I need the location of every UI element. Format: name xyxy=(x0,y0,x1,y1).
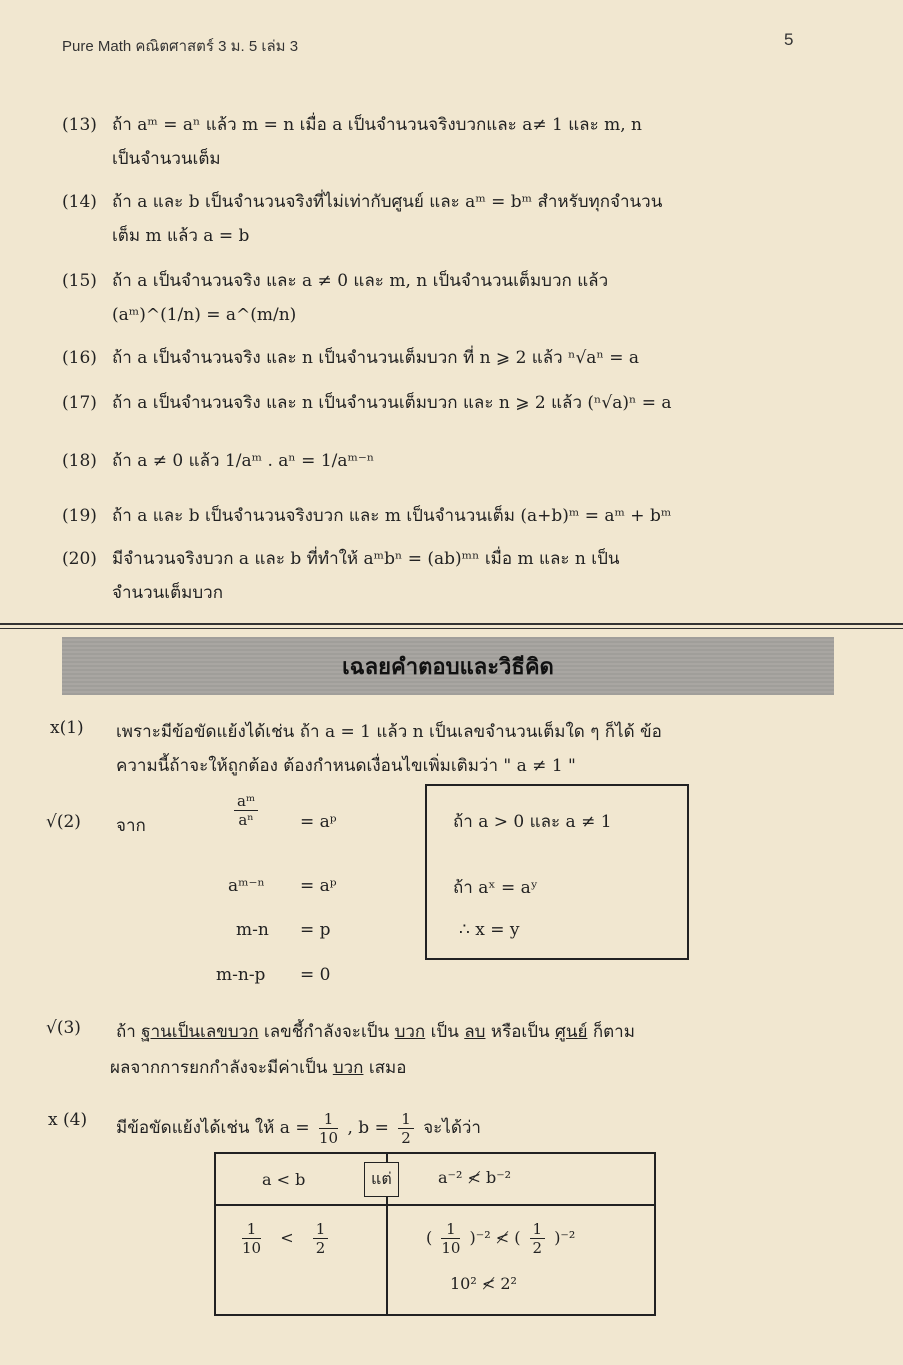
question-text: ถ้า aᵐ = aⁿ แล้ว m = n เมื่อ a เป็นจำนวนจริงบวกและ a≠ 1 และ m, n xyxy=(112,115,643,135)
answer-2-fraction xyxy=(234,792,258,829)
text: หรือเป็น xyxy=(485,1022,556,1042)
question-number: (13) xyxy=(62,115,97,135)
question-text: ถ้า a และ b เป็นจำนวนจริงบวก และ m เป็นจำนวนเต็ม (a+b)ᵐ = aᵐ + bᵐ xyxy=(112,506,672,526)
question-text-cont: เป็นจำนวนเต็ม xyxy=(112,149,221,169)
fraction-one-tenth xyxy=(242,1220,261,1257)
question-text-cont: (aᵐ)^(1/n) = a^(m/n) xyxy=(112,305,297,325)
section-title: เฉลยคำตอบและวิธีคิด xyxy=(342,655,554,680)
question-18 xyxy=(62,444,374,478)
fraction-denominator: 10 xyxy=(242,1239,262,1257)
question-number: (16) xyxy=(62,348,97,368)
fraction-numerator: 1 xyxy=(319,1110,338,1129)
fraction-numerator: 1 xyxy=(530,1220,546,1239)
fraction-numerator: 1 xyxy=(242,1220,261,1239)
question-19 xyxy=(62,499,671,533)
less-than-sign: < xyxy=(280,1228,294,1247)
question-number: (17) xyxy=(62,393,97,413)
table-row-divider xyxy=(216,1204,654,1206)
question-number: (20) xyxy=(62,549,97,569)
fraction-denominator: 2 xyxy=(401,1129,411,1147)
question-text: ถ้า a เป็นจำนวนจริง และ a ≠ 0 และ m, n เป็นจำนวนเต็มบวก แล้ว xyxy=(112,271,609,291)
fraction-denominator: 2 xyxy=(315,1239,326,1257)
question-number: (19) xyxy=(62,506,97,526)
underlined-text: ฐานเป็นเลขบวก xyxy=(141,1022,259,1042)
answer-2-lhs4: m-n-p xyxy=(216,965,266,985)
answer-2-rhs2: = aᵖ xyxy=(300,876,337,896)
section-header-band xyxy=(62,637,834,695)
text: ก็ตาม xyxy=(587,1022,635,1042)
question-number: (18) xyxy=(62,451,97,471)
fraction-one-tenth xyxy=(441,1220,460,1257)
answer-2-mark: √(2) xyxy=(46,812,81,832)
text: ( xyxy=(426,1228,433,1247)
question-text: ถ้า a เป็นจำนวนจริง และ n เป็นจำนวนเต็มบวก และ n ⩾ 2 แล้ว (ⁿ√a)ⁿ = a xyxy=(112,393,672,413)
table-cell-left xyxy=(238,1220,332,1257)
fraction-denominator: 2 xyxy=(532,1239,543,1257)
question-text: ถ้า a และ b เป็นจำนวนจริงที่ไม่เท่ากับศูนย์ และ aᵐ = bᵐ สำหรับทุกจำนวน xyxy=(112,192,663,212)
question-text: ถ้า a ≠ 0 แล้ว 1/aᵐ . aⁿ = 1/aᵐ⁻ⁿ xyxy=(112,451,375,471)
question-14 xyxy=(62,185,663,246)
text: ผลจากการยกกำลังจะมีค่าเป็น xyxy=(110,1058,333,1078)
question-17 xyxy=(62,386,672,420)
rule-box xyxy=(425,784,689,960)
answer-1-mark: x(1) xyxy=(50,718,84,738)
text: )⁻² xyxy=(554,1228,576,1247)
table-header-left: a < b xyxy=(262,1170,306,1189)
text: เสมอ xyxy=(363,1058,407,1078)
question-text-cont: เต็ม m แล้ว a = b xyxy=(112,226,250,246)
question-number: (14) xyxy=(62,192,97,212)
page-number: 5 xyxy=(784,30,794,49)
answer-1-line2: ความนี้ถ้าจะให้ถูกต้อง ต้องกำหนดเงื่อนไขเพิ่มเติมว่า " a ≠ 1 " xyxy=(116,756,576,776)
rule-box-line3: ∴ x = y xyxy=(459,920,520,940)
answer-2-rhs4: = 0 xyxy=(300,965,331,985)
fraction-numerator: aᵐ xyxy=(234,792,258,811)
question-16 xyxy=(62,341,639,375)
fraction-one-half xyxy=(530,1220,546,1257)
fraction-numerator: 1 xyxy=(398,1110,414,1129)
question-number: (15) xyxy=(62,271,97,291)
answer-1-line1: เพราะมีข้อขัดแย้งได้เช่น ถ้า a = 1 แล้ว n เป็นเลขจำนวนเต็มใด ๆ ก็ได้ ข้อ xyxy=(116,722,662,742)
underlined-text: บวก xyxy=(394,1022,426,1042)
question-text: ถ้า a เป็นจำนวนจริง และ n เป็นจำนวนเต็มบวก ที่ n ⩾ 2 แล้ว ⁿ√aⁿ = a xyxy=(112,348,639,368)
underlined-text: ลบ xyxy=(464,1022,486,1042)
answer-4-mark: x (4) xyxy=(48,1110,88,1130)
fraction-a xyxy=(319,1110,338,1147)
text: , b = xyxy=(347,1118,389,1138)
answer-3-mark: √(3) xyxy=(46,1018,81,1038)
answer-3-line1 xyxy=(116,1018,635,1045)
fraction-denominator: 10 xyxy=(441,1239,461,1257)
fraction-one-half xyxy=(313,1220,329,1257)
text: มีข้อขัดแย้งได้เช่น ให้ a = xyxy=(116,1118,310,1138)
running-header: Pure Math คณิตศาสตร์ 3 ม. 5 เล่ม 3 xyxy=(62,38,299,55)
answer-4-line xyxy=(116,1110,481,1147)
question-text: มีจำนวนจริงบวก a และ b ที่ทำให้ aᵐbⁿ = (ab)ᵐⁿ เมื่อ m และ n เป็น xyxy=(112,549,620,569)
answer-2-lhs3: m-n xyxy=(236,920,269,940)
question-20 xyxy=(62,542,620,603)
answer-2-from: จาก xyxy=(116,816,146,836)
rule-box-line2: ถ้า aˣ = aʸ xyxy=(453,878,538,898)
text: เป็น xyxy=(425,1022,465,1042)
table-header-but: แต่ xyxy=(364,1162,399,1197)
text: ถ้า xyxy=(116,1022,142,1042)
underlined-text: บวก xyxy=(332,1058,364,1078)
text: จะได้ว่า xyxy=(423,1118,481,1138)
answer-2-rhs3: = p xyxy=(300,920,331,940)
fraction-denominator: aⁿ xyxy=(238,811,254,829)
table-cell-right-line1 xyxy=(426,1220,575,1257)
table-cell-right-line2: 10² ≮ 2² xyxy=(450,1274,517,1293)
table-header-right: a⁻² ≮ b⁻² xyxy=(438,1168,512,1187)
section-divider-thin xyxy=(0,628,903,629)
answer-3-line2 xyxy=(110,1054,406,1081)
text: เลขชี้กำลังจะเป็น xyxy=(258,1022,395,1042)
rule-box-line1: ถ้า a > 0 และ a ≠ 1 xyxy=(453,812,612,832)
underlined-text: ศูนย์ xyxy=(555,1022,588,1042)
fraction-numerator: 1 xyxy=(313,1220,329,1239)
question-13 xyxy=(62,108,643,169)
question-text-cont: จำนวนเต็มบวก xyxy=(112,583,223,603)
section-divider xyxy=(0,623,903,625)
answer-2-rhs1: = aᵖ xyxy=(300,812,337,832)
answer-2-lhs2: aᵐ⁻ⁿ xyxy=(228,876,265,896)
comparison-table xyxy=(214,1152,656,1316)
question-15 xyxy=(62,264,609,325)
text: )⁻² ≮ ( xyxy=(469,1228,521,1247)
fraction-b xyxy=(398,1110,414,1147)
fraction-numerator: 1 xyxy=(441,1220,460,1239)
fraction-denominator: 10 xyxy=(318,1129,339,1147)
